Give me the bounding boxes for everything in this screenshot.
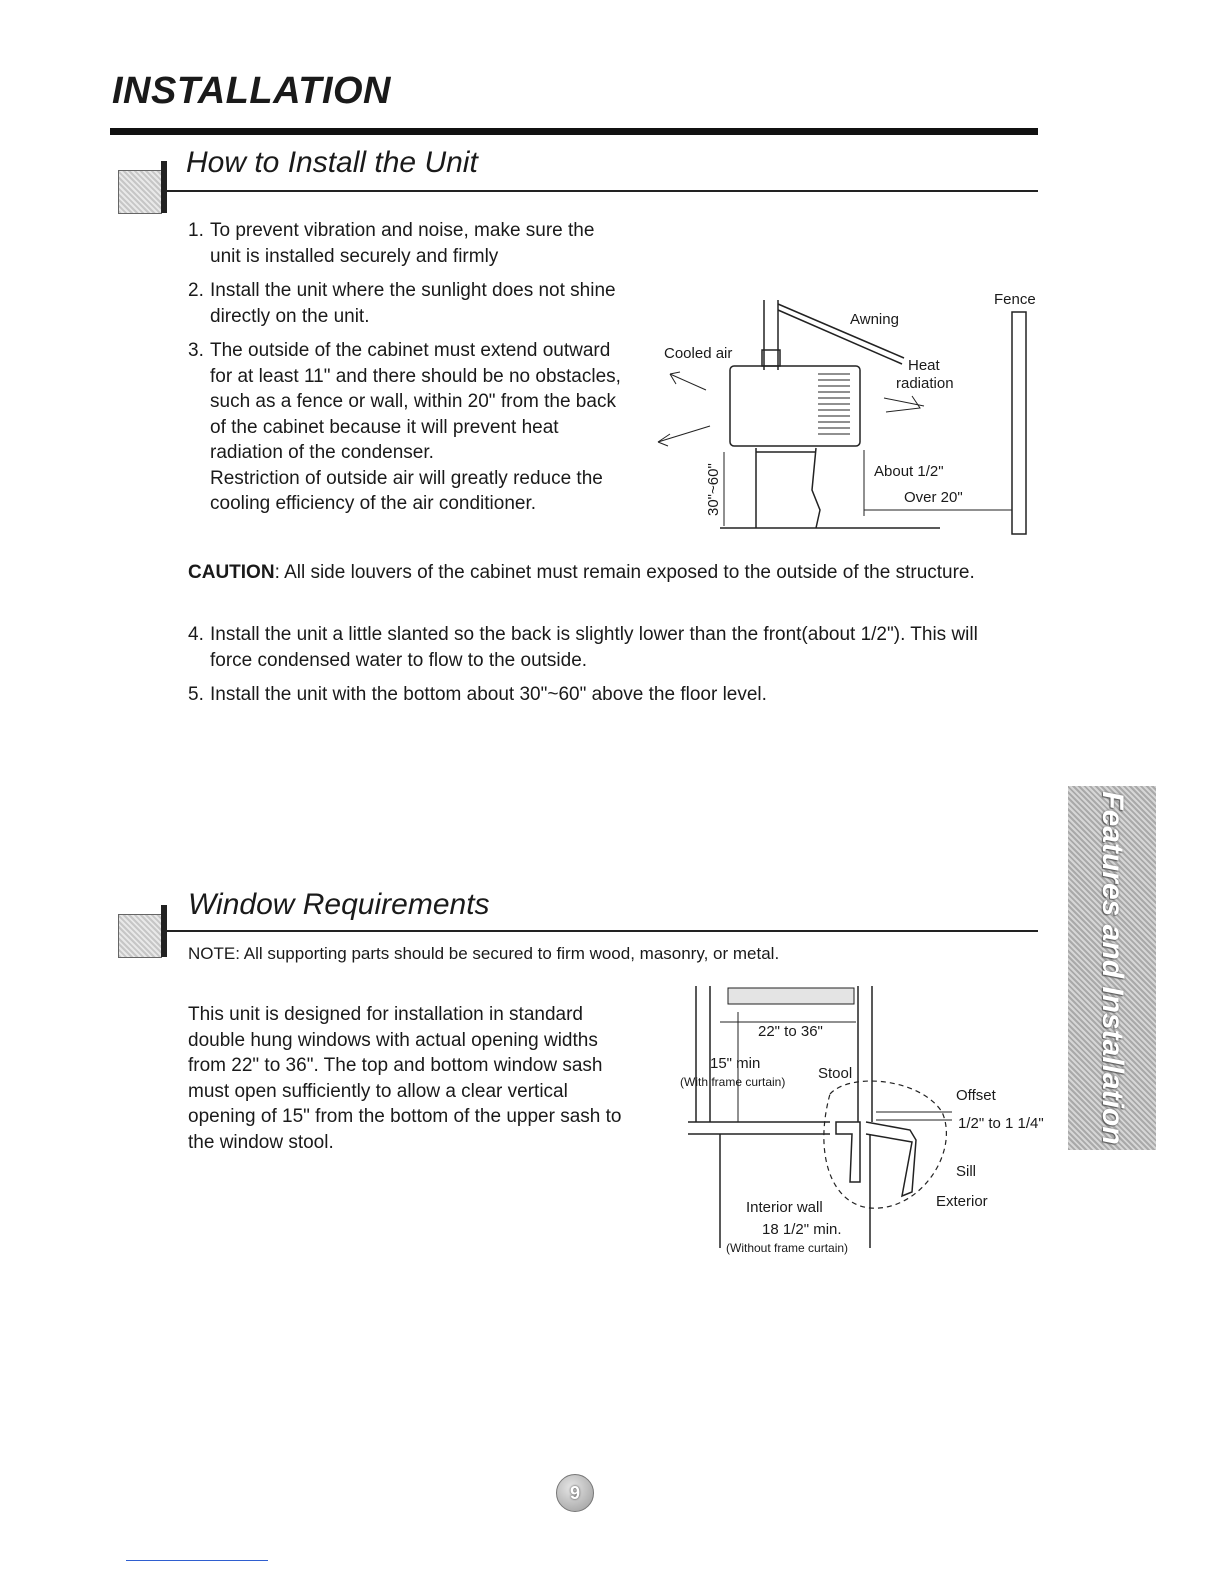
list-item-text: The outside of the cabinet must extend outward for at least 11" and there should be no obstacles, such as a fence or wall, within 20" from the back of the cabinet because it will prevent heat radiation of the condenser. bbox=[210, 340, 621, 463]
label-offset: Offset bbox=[956, 1087, 996, 1104]
window-paragraph: This unit is designed for installation in standard double hung windows with actual opening widths from 22" to 36". The top and bottom window sash must open sufficiently to allow a clear vertical opening of 15" from the bottom of the upper sash to the window stool. bbox=[188, 1004, 622, 1153]
window-diagram bbox=[680, 982, 1060, 1262]
label-width-range: 22" to 36" bbox=[758, 1023, 823, 1040]
list-item bbox=[188, 338, 628, 517]
list-item bbox=[188, 278, 628, 329]
label-sill: Sill bbox=[956, 1163, 977, 1180]
page-number: 9 bbox=[556, 1474, 594, 1512]
bottom-rule bbox=[126, 1560, 268, 1561]
list-item-number: 5. bbox=[188, 684, 204, 705]
section-rule bbox=[162, 190, 1038, 192]
section-heading-install: How to Install the Unit bbox=[186, 146, 478, 179]
label-interior-wall: Interior wall bbox=[746, 1199, 823, 1216]
side-tab-label: Features and Installation bbox=[1096, 791, 1129, 1145]
list-item-text: Install the unit with the bottom about 30"~60" above the floor level. bbox=[210, 684, 767, 705]
label-18-min: 18 1/2" min. bbox=[762, 1221, 842, 1238]
caution-label: CAUTION bbox=[188, 562, 275, 583]
label-heat: Heat bbox=[908, 357, 940, 374]
side-tab bbox=[1068, 786, 1156, 1150]
label-about-half-inch: About 1/2" bbox=[874, 463, 944, 480]
label-without-frame: (Without frame curtain) bbox=[726, 1241, 849, 1255]
list-item bbox=[188, 218, 628, 269]
list-item bbox=[188, 682, 1008, 708]
label-exterior: Exterior bbox=[936, 1193, 988, 1210]
label-awning: Awning bbox=[850, 311, 899, 328]
install-steps-top bbox=[188, 218, 628, 526]
label-cooled-air: Cooled air bbox=[664, 345, 733, 362]
list-item-number: 2. bbox=[188, 280, 204, 301]
title-rule bbox=[110, 128, 1038, 135]
label-offset-range: 1/2" to 1 1/4" bbox=[958, 1115, 1044, 1132]
list-item-number: 4. bbox=[188, 624, 204, 645]
section-rule bbox=[162, 930, 1038, 932]
section-heading-window: Window Requirements bbox=[188, 888, 490, 921]
window-note: NOTE: All supporting parts should be secured to firm wood, masonry, or metal. bbox=[188, 944, 780, 963]
list-item-number: 3. bbox=[188, 340, 204, 361]
page-title: INSTALLATION bbox=[112, 70, 391, 112]
section-marker-icon bbox=[118, 170, 162, 214]
label-fence: Fence bbox=[994, 291, 1036, 308]
label-radiation: radiation bbox=[896, 375, 954, 392]
label-over-20: Over 20" bbox=[904, 489, 963, 506]
section-marker-icon bbox=[118, 914, 162, 958]
list-item-text: To prevent vibration and noise, make sure the unit is installed securely and firmly bbox=[210, 220, 595, 267]
install-steps-bottom bbox=[188, 622, 1008, 717]
caution-block bbox=[188, 560, 1008, 586]
caution-text: : All side louvers of the cabinet must remain exposed to the outside of the structure. bbox=[274, 562, 975, 583]
label-height-range: 30"~60" bbox=[705, 463, 722, 516]
label-stool: Stool bbox=[818, 1065, 853, 1082]
label-with-frame: (With frame curtain) bbox=[680, 1075, 786, 1089]
label-15-min: 15" min bbox=[710, 1055, 761, 1072]
list-item-text: Install the unit where the sunlight does not shine directly on the unit. bbox=[210, 280, 616, 327]
list-item-number: 1. bbox=[188, 220, 204, 241]
list-item-text: Restriction of outside air will greatly reduce the cooling efficiency of the air conditioner. bbox=[210, 467, 603, 514]
list-item-text: Install the unit a little slanted so the back is slightly lower than the front(about 1/2"). This will force condensed water to flow to the outside. bbox=[210, 624, 978, 671]
installation-diagram bbox=[640, 280, 1050, 542]
list-item bbox=[188, 622, 1008, 673]
